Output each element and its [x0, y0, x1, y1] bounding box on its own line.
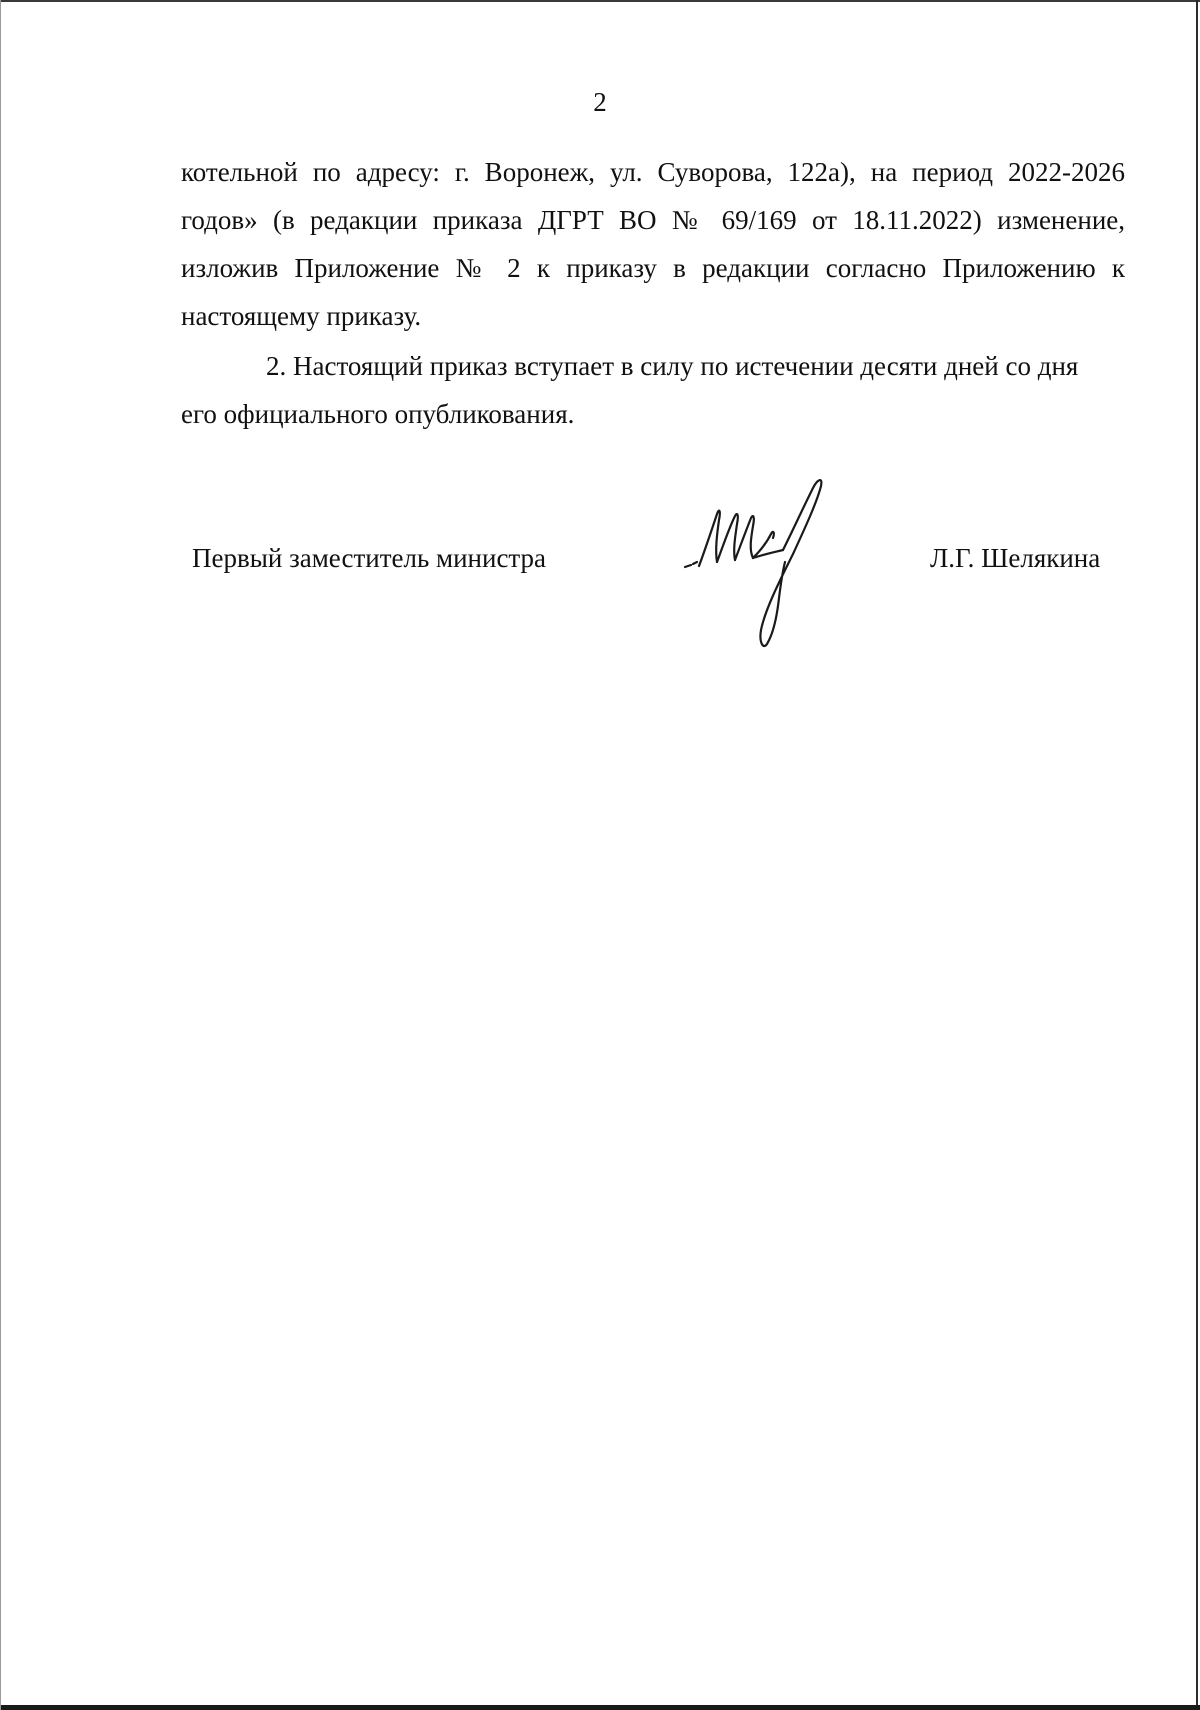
scan-edge-right: [1196, 0, 1198, 1710]
scan-edge-top: [0, 0, 1200, 2]
signatory-name: Л.Г. Шелякина: [930, 543, 1101, 573]
paragraph-1-line: настоящему приказу.: [181, 301, 422, 331]
paragraph-1: [181, 148, 1125, 340]
paragraph-2-line: 2. Настоящий приказ вступает в силу по истечении десяти дней со дня: [266, 351, 1079, 381]
page-number: 2: [593, 87, 607, 117]
handwritten-signature-icon: [675, 470, 845, 655]
paragraph-1-line: котельной по адресу: г. Воронеж, ул. Суворова, 122а), на период 2022-2026: [181, 157, 1125, 187]
paragraph-1-line: годов» (в редакции приказа ДГРТ ВО № 69/169 от 18.11.2022) изменение,: [181, 205, 1125, 235]
scan-edge-left: [0, 0, 1, 1710]
paragraph-2: [181, 342, 1125, 438]
scan-edge-bottom: [0, 1705, 1200, 1710]
signatory-role: Первый заместитель министра: [192, 543, 547, 573]
paragraph-1-line: изложив Приложение № 2 к приказу в редакции согласно Приложению к: [181, 253, 1125, 283]
paragraph-2-line: его официального опубликования.: [181, 399, 575, 429]
